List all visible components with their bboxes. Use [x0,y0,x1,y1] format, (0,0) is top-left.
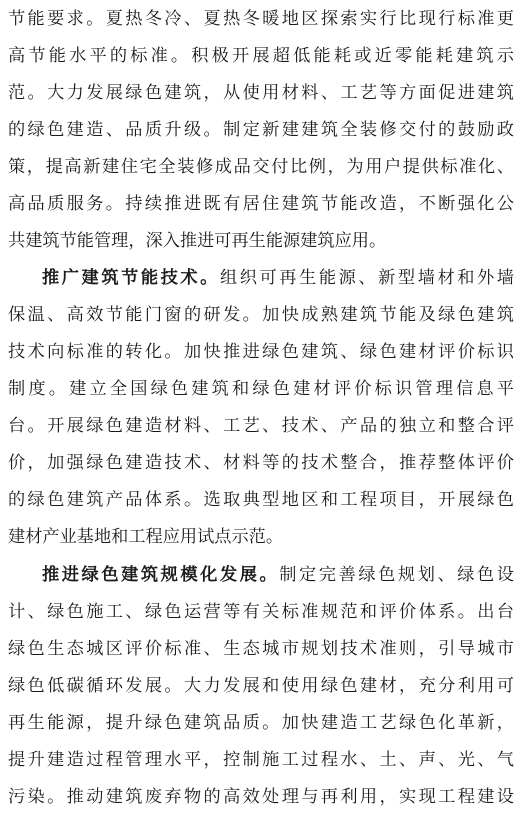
text-line: 提升建造过程管理水平，控制施工过程水、土、声、光、气 [8,750,514,770]
text-line: 策，提高新建住宅全装修成品交付比例，为用户提供标准化、 [8,157,514,177]
paragraph-heading: 推广建筑节能技术。 [42,268,220,288]
text-line: 范。大力发展绿色建筑，从使用材料、工艺等方面促进建筑 [8,83,514,103]
text-line: 高节能水平的标准。积极开展超低能耗或近零能耗建筑示 [8,46,514,66]
text-line: 污染。推动建筑废弃物的高效处理与再利用，实现工程建设 [8,787,514,807]
text-line: 保温、高效节能门窗的研发。加快成熟建筑节能及绿色建筑 [8,305,514,325]
text-line: 的绿色建筑产品体系。选取典型地区和工程项目，开展绿色 [8,490,514,510]
text-line: 高品质服务。持续推进既有居住建筑节能改造，不断强化公 [8,194,514,214]
text-line: 节能要求。夏热冬冷、夏热冬暖地区探索实行比现行标准更 [8,9,514,29]
text-line: 制度。建立全国绿色建筑和绿色建材评价标识管理信息平 [8,379,514,399]
text-line: 共建筑节能管理，深入推进可再生能源建筑应用。 [8,231,387,251]
text-line: 台。开展绿色建造材料、工艺、技术、产品的独立和整合评 [8,416,514,436]
text-line: 价，加强绿色建造技术、材料等的技术整合，推荐整体评价 [8,453,514,473]
paragraph-heading: 推进绿色建筑规模化发展。 [42,565,280,585]
text-span: 组织可再生能源、新型墙材和外墙 [219,268,514,288]
text-line: 绿色生态城区评价标准、生态城市规划技术准则，引导城市 [8,639,514,659]
paragraph-first-line [0,259,522,297]
text-span: 制定完善绿色规划、绿色设 [279,565,514,585]
text-line: 计、绿色施工、绿色运营等有关标准规范和评价体系。出台 [8,602,514,622]
text-line: 建材产业基地和工程应用试点示范。 [8,527,284,547]
text-line: 技术向标准的转化。加快推进绿色建筑、绿色建材评价标识 [8,342,514,362]
text-line: 的绿色建造、品质升级。制定新建建筑全装修交付的鼓励政 [8,120,514,140]
text-line: 绿色低碳循环发展。大力发展和使用绿色建材，充分利用可 [8,676,514,696]
paragraph-first-line [0,556,522,594]
text-line: 再生能源，提升绿色建筑品质。加快建造工艺绿色化革新， [8,713,514,733]
